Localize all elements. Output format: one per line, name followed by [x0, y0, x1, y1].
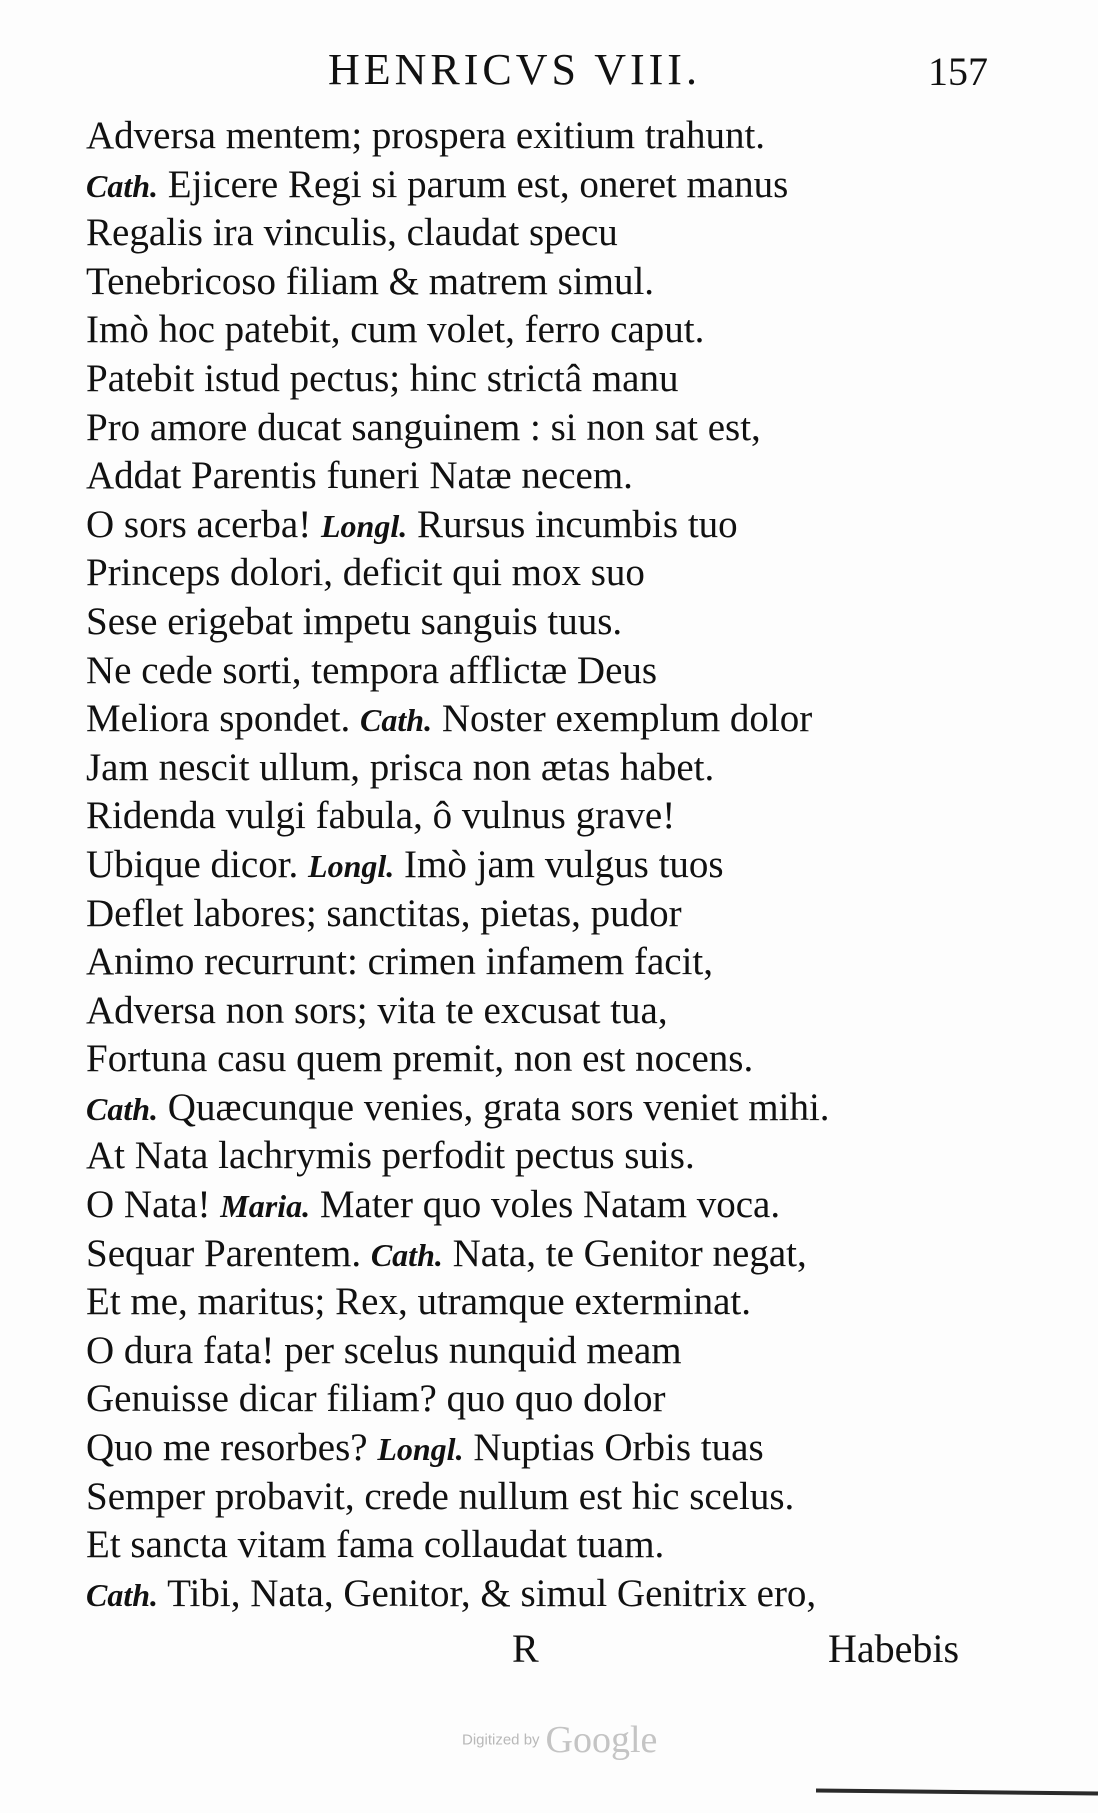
signature-mark: R	[512, 1626, 539, 1671]
verse-segment: Pro amore ducat sanguinem : si non sat est,	[86, 405, 761, 449]
verse-segment: Semper probavit, crede nullum est hic scelus.	[86, 1474, 795, 1518]
digitization-watermark	[462, 1718, 702, 1768]
verse-segment: Animo recurrunt: crimen infamem facit,	[86, 940, 714, 984]
page-number: 157	[928, 49, 988, 94]
verse-line	[86, 306, 986, 355]
google-logo: Google	[545, 1719, 658, 1761]
verse-line	[86, 1278, 986, 1327]
verse-segment: Mater quo voles Natam voca.	[310, 1183, 781, 1227]
verse-line	[86, 890, 986, 939]
verse-segment: Patebit istud pectus; hinc strictâ manu	[86, 356, 679, 400]
verse-segment: Ubique dicor.	[86, 842, 309, 886]
verse-segment: Regalis ira vinculis, claudat specu	[86, 211, 618, 255]
verse-segment: O dura fata! per scelus nunquid meam	[86, 1328, 682, 1372]
verse-line	[86, 501, 986, 550]
verse-line	[86, 209, 986, 258]
verse-segment: Sequar Parentem.	[86, 1231, 371, 1275]
verse-line	[86, 647, 986, 696]
verse-line	[86, 695, 986, 744]
verse-line	[86, 1327, 986, 1376]
verse-segment: Ejicere Regi si parum est, oneret manus	[158, 162, 789, 206]
verse-segment: Imò hoc patebit, cum volet, ferro caput.	[86, 308, 705, 352]
digitized-by-label: Digitized by	[462, 1731, 540, 1749]
verse-line	[86, 1521, 986, 1570]
verse-segment: Ne cede sorti, tempora afflictæ Deus	[86, 648, 658, 692]
verse-segment: Deflet labores; sanctitas, pietas, pudor	[86, 891, 682, 935]
page-edge-shadow	[816, 1789, 1098, 1796]
verse-segment: Ridenda vulgi fabula, ô vulnus grave!	[86, 794, 676, 838]
speaker-name: Longl.	[320, 507, 408, 544]
verse-segment: Nuptias Orbis tuas	[463, 1426, 764, 1470]
verse-segment: Fortuna casu quem premit, non est nocens.	[86, 1037, 754, 1081]
verse-segment: Et me, maritus; Rex, utramque exterminat.	[86, 1280, 751, 1324]
verse-segment: Imò jam vulgus tuos	[394, 842, 724, 886]
verse-line	[86, 452, 986, 501]
verse-line	[86, 161, 986, 210]
verse-segment: At Nata lachrymis perfodit pectus suis.	[86, 1134, 695, 1178]
verse-segment: Nata, te Genitor negat,	[442, 1231, 807, 1275]
verse-line	[86, 1375, 986, 1424]
speaker-name: Maria.	[220, 1188, 311, 1225]
verse-line	[86, 112, 986, 161]
verse-line	[86, 404, 986, 453]
speaker-name: Cath.	[86, 1576, 159, 1613]
verse-segment: Meliora spondet.	[86, 697, 361, 741]
verse-segment: O sors acerba!	[86, 502, 321, 546]
page-footer	[0, 1625, 1098, 1685]
verse-line	[86, 258, 986, 307]
speaker-name: Longl.	[377, 1431, 464, 1468]
verse-line	[86, 1035, 986, 1084]
verse-line	[86, 938, 986, 987]
running-head: HENRICVS VIII.	[328, 45, 701, 94]
verse-segment: Addat Parentis funeri Natæ necem.	[86, 454, 633, 498]
verse-line	[86, 1230, 986, 1279]
verse-line	[86, 1473, 986, 1522]
verse-line	[86, 1084, 986, 1133]
verse-line	[86, 841, 986, 890]
verse-segment: Princeps dolori, deficit qui mox suo	[86, 551, 645, 595]
verse-line	[86, 549, 986, 598]
verse-segment: Genuisse dicar filiam? quo quo dolor	[86, 1377, 666, 1421]
verse-line	[86, 792, 986, 841]
page-header	[0, 38, 1098, 98]
verse-segment: Et sancta vitam fama collaudat tuam.	[86, 1523, 665, 1567]
verse-segment: Quæcunque venies, grata sors veniet mihi.	[158, 1085, 830, 1129]
speaker-name: Cath.	[370, 1236, 443, 1273]
verse-segment: O Nata!	[86, 1183, 221, 1227]
verse-line	[86, 744, 986, 793]
catchword: Habebis	[828, 1626, 960, 1671]
verse-segment: Adversa mentem; prospera exitium trahunt.	[86, 114, 766, 157]
verse-line	[86, 987, 986, 1036]
verse-segment: Tibi, Nata, Genitor, & simul Genitrix ero,	[158, 1571, 817, 1615]
verse-segment: Adversa non sors; vita te excusat tua,	[86, 988, 668, 1032]
verse-segment: Noster exemplum dolor	[432, 697, 813, 741]
verse-line	[86, 1570, 986, 1619]
verse-segment: Sese erigebat impetu sanguis tuus.	[86, 599, 623, 643]
speaker-name: Cath.	[86, 1090, 159, 1127]
verse-segment: Quo me resorbes?	[86, 1426, 378, 1470]
speaker-name: Cath.	[86, 167, 159, 204]
verse-line	[86, 598, 986, 647]
verse-line	[86, 355, 986, 404]
verse-segment: Jam nescit ullum, prisca non ætas habet.	[86, 745, 715, 789]
verse-line	[86, 1132, 986, 1181]
speaker-name: Longl.	[308, 847, 395, 884]
verse-line	[86, 1424, 986, 1473]
speaker-name: Cath.	[360, 702, 433, 739]
verse-line	[86, 1181, 986, 1230]
verse-segment: Tenebricoso filiam & matrem simul.	[86, 259, 655, 303]
verse-text	[86, 112, 986, 1618]
verse-segment: Rursus incumbis tuo	[407, 502, 738, 546]
